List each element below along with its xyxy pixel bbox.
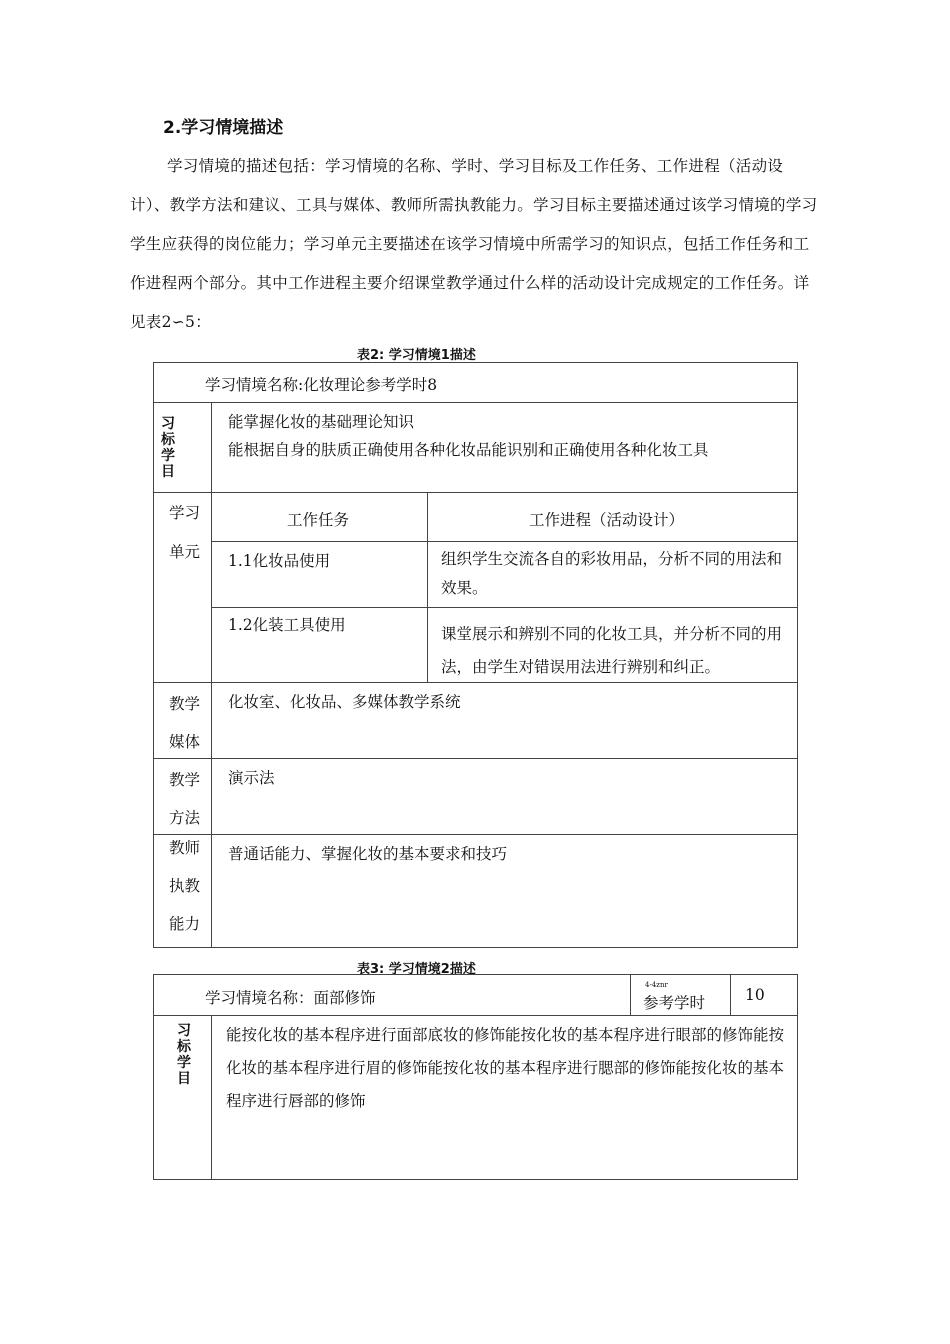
table1-teacher-label-2: 执教	[169, 877, 201, 895]
section-paragraph: 学习情境的描述包括：学习情境的名称、学时、学习目标及工作任务、工作进程（活动设计）、教学方法和建议、工具与媒体、教师所需执教能力。学习目标主要描述通过该学习情境的学习学生应获得的岗位能力；学习单元主要描述在该学习情境中所需学习的知识点，包括工作任务和工作进程两个部分。其中工作进程主要介绍课堂教学通过什么样的活动设计完成规定的工作任务。详见表2∽5：	[130, 157, 818, 331]
table1-teacher-label-1: 教师	[169, 839, 201, 857]
table1-row1-process: 组织学生交流各自的彩妆用品，分析不同的用法和效果。	[441, 550, 783, 597]
table1-method-label-1: 教学	[169, 771, 201, 789]
table1-media-label-2: 媒体	[169, 733, 201, 751]
table2-hours: 10	[745, 986, 765, 1004]
table2-hours-label: 参考学时	[643, 994, 706, 1012]
table1-goal-2: 能根据自身的肤质正确使用各种化妆品能识别和正确使用各种化妆工具	[228, 441, 709, 459]
table1-teacher: 普通话能力、掌握化妆的基本要求和技巧	[228, 845, 508, 863]
table1-row2-process: 课堂展示和辨别不同的化妆工具，并分析不同的用法，由学生对错误用法进行辨别和纠正。	[441, 625, 783, 676]
table1-unit-label-1: 学习	[169, 504, 201, 522]
table1-media-label-1: 教学	[169, 695, 201, 713]
table1-method: 演示法	[228, 769, 275, 787]
table2-small-note: 4-4znr	[645, 981, 668, 989]
table1-media: 化妆室、化妆品、多媒体教学系统	[228, 693, 461, 711]
table2-goal-label: 习 标 学 目	[177, 1023, 191, 1087]
table1-title: 学习情境名称:化妆理论参考学时8	[205, 376, 438, 394]
table1-method-cell	[211, 758, 798, 835]
table1-row2-task: 1.2化装工具使用	[228, 616, 346, 634]
section-heading: 2.学习情境描述	[163, 118, 284, 138]
table2-caption: 表3: 学习情境2描述	[357, 962, 476, 977]
table1-method-label-2: 方法	[169, 809, 201, 827]
table1-unit-label-2: 单元	[169, 543, 201, 561]
table1-goal-1: 能掌握化妆的基础理论知识	[228, 413, 415, 431]
table1-col-process: 工作进程（活动设计）	[529, 511, 685, 529]
table1-teacher-label-3: 能力	[169, 915, 201, 933]
table1-caption: 表2: 学习情境1描述	[357, 348, 476, 363]
table1-col-task: 工作任务	[287, 511, 350, 529]
table1-goal-label: 习 标 学 目	[161, 416, 175, 480]
table2-title: 学习情境名称：面部修饰	[205, 989, 376, 1007]
table2-goals: 能按化妆的基本程序进行面部底妆的修饰能按化妆的基本程序进行眼部的修饰能按化妆的基本程序进行眉的修饰能按化妆的基本程序进行腮部的修饰能按化妆的基本程序进行唇部的修饰	[226, 1026, 785, 1110]
table1-row1-task: 1.1化妆品使用	[228, 552, 331, 570]
